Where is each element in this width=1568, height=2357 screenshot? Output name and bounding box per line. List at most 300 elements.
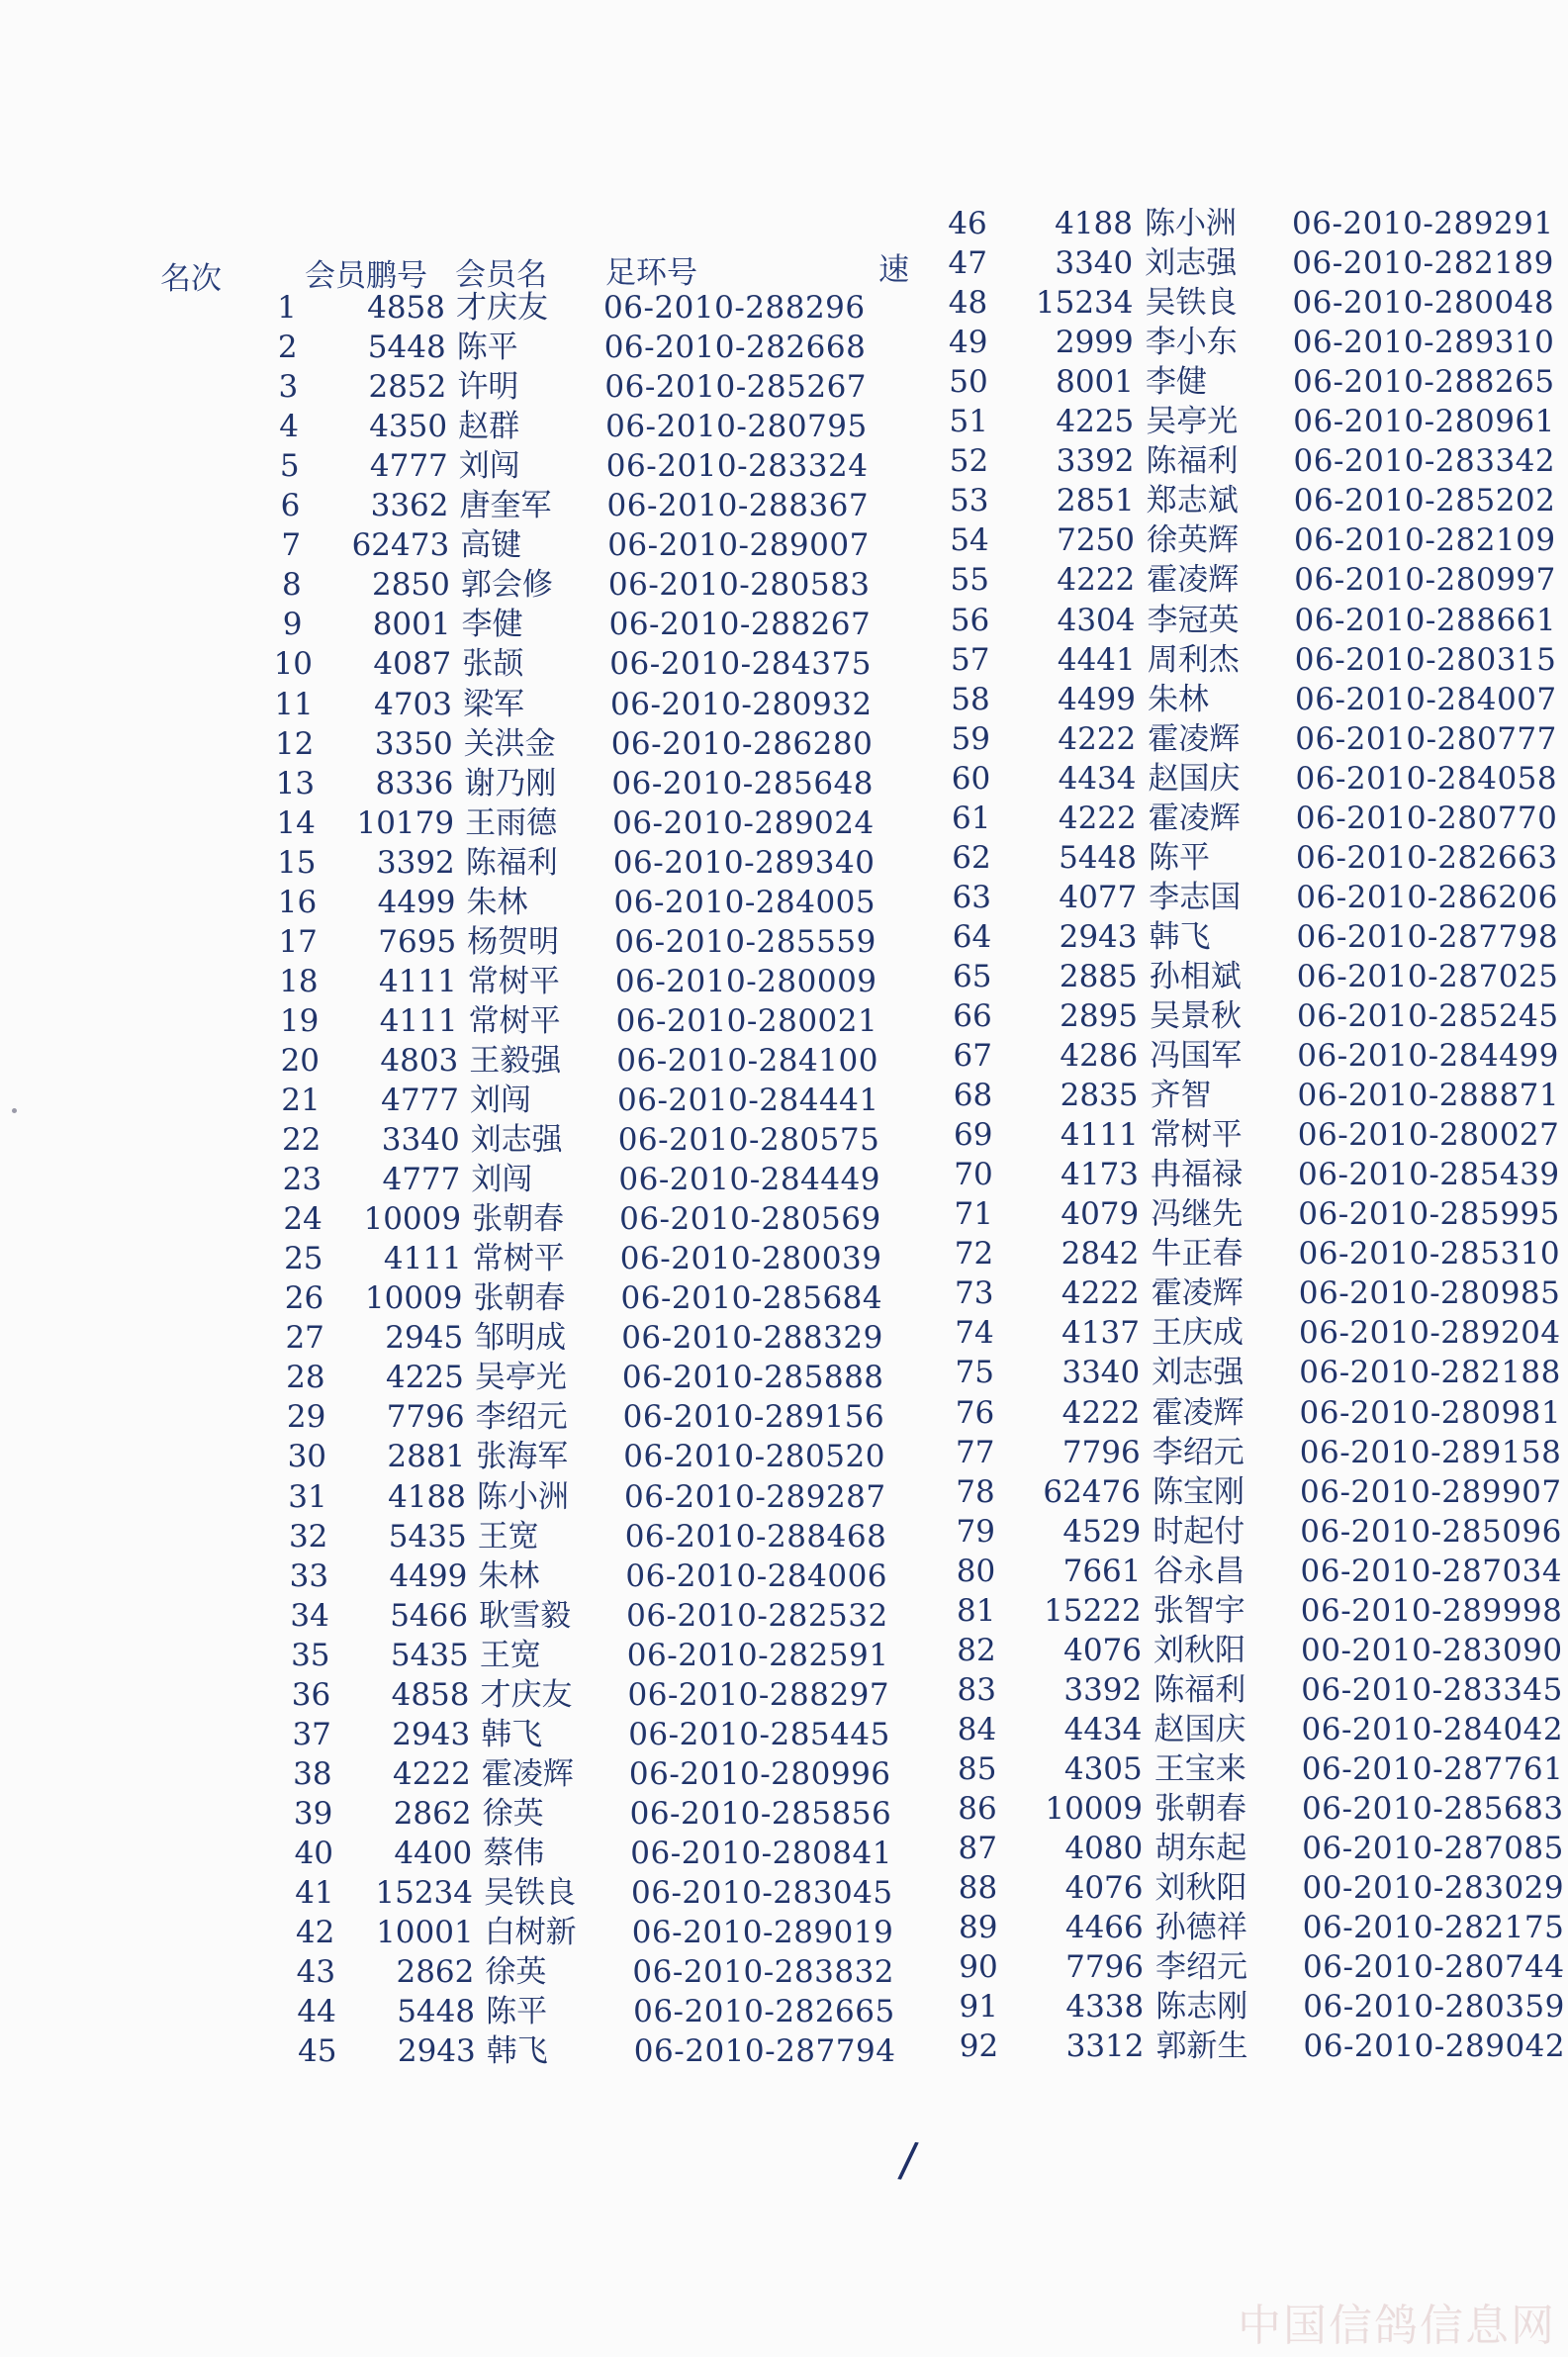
rank-cell: 88 — [958, 1870, 998, 1907]
member-name-cell: 李健 — [1146, 364, 1207, 401]
watermark: 中国信鸽信息网 — [1238, 2301, 1556, 2351]
member-no-cell: 2895 — [1060, 998, 1138, 1034]
member-no-cell: 4222 — [392, 1755, 471, 1792]
ring-no-cell: 06-2010-287085 — [1302, 1831, 1564, 1867]
member-name-cell: 齐智 — [1150, 1078, 1212, 1114]
ring-no-cell: 06-2010-285995 — [1298, 1196, 1560, 1233]
rank-cell: 15 — [277, 844, 317, 881]
member-no-cell: 3392 — [1063, 1671, 1143, 1708]
rank-cell: 84 — [957, 1711, 997, 1747]
ring-no-cell: 06-2010-280997 — [1294, 562, 1556, 599]
member-name-cell: 朱林 — [1148, 681, 1209, 717]
member-name-cell: 王庆成 — [1152, 1315, 1244, 1352]
member-name-cell: 唐奎军 — [459, 488, 552, 524]
member-name-cell: 常树平 — [1150, 1117, 1243, 1154]
ring-no-cell: 06-2010-285310 — [1298, 1236, 1561, 1273]
ring-no-cell: 06-2010-284042 — [1301, 1711, 1564, 1747]
rank-cell: 5 — [279, 448, 300, 485]
rank-cell: 12 — [274, 725, 315, 762]
header-member-no: 会员鹏号 — [305, 258, 427, 294]
rank-cell: 32 — [288, 1518, 328, 1555]
ring-no-cell: 06-2010-280520 — [623, 1439, 885, 1475]
member-no-cell: 4434 — [1058, 760, 1137, 797]
member-name-cell: 冯继先 — [1151, 1196, 1244, 1233]
member-no-cell: 4188 — [1055, 206, 1133, 241]
rank-cell: 23 — [282, 1162, 323, 1198]
ring-no-cell: 06-2010-285683 — [1302, 1791, 1564, 1827]
member-no-cell: 4350 — [369, 409, 448, 445]
ring-no-cell: 06-2010-289907 — [1300, 1473, 1562, 1510]
ring-no-cell: 06-2010-285684 — [620, 1280, 883, 1317]
rank-cell: 36 — [291, 1676, 331, 1713]
header-speed: 速 — [878, 252, 909, 288]
rank-cell: 4 — [279, 409, 299, 445]
rank-cell: 22 — [281, 1122, 322, 1159]
member-name-cell: 徐英辉 — [1147, 522, 1239, 559]
member-name-cell: 陈小洲 — [1145, 206, 1237, 241]
member-no-cell: 10179 — [356, 804, 455, 841]
member-name-cell: 陈平 — [456, 330, 518, 366]
member-name-cell: 张朝春 — [1154, 1791, 1246, 1827]
rank-cell: 20 — [280, 1042, 321, 1079]
member-no-cell: 4529 — [1062, 1513, 1142, 1550]
member-no-cell: 2945 — [385, 1320, 464, 1357]
ring-no-cell: 06-2010-284100 — [616, 1042, 878, 1079]
ring-no-cell: 06-2010-287761 — [1301, 1750, 1564, 1787]
member-name-cell: 李绍元 — [1155, 1949, 1247, 1986]
rank-cell: 82 — [957, 1632, 996, 1668]
ring-no-cell: 06-2010-285559 — [614, 923, 876, 960]
member-name-cell: 王宽 — [477, 1518, 539, 1555]
member-no-cell: 4803 — [380, 1042, 459, 1079]
ring-no-cell: 06-2010-280777 — [1295, 720, 1557, 757]
member-no-cell: 15222 — [1044, 1592, 1142, 1629]
rank-cell: 76 — [955, 1394, 995, 1431]
member-name-cell: 牛正春 — [1151, 1236, 1244, 1273]
ring-no-cell: 00-2010-283090 — [1301, 1632, 1563, 1668]
member-no-cell: 2943 — [392, 1716, 471, 1752]
member-name-cell: 王雨德 — [465, 804, 558, 841]
ring-no-cell: 06-2010-280009 — [614, 963, 877, 999]
rank-cell: 39 — [293, 1795, 333, 1832]
member-no-cell: 4441 — [1057, 641, 1136, 678]
member-name-cell: 刘闯 — [470, 1083, 531, 1118]
member-no-cell: 4111 — [383, 1241, 462, 1277]
member-no-cell: 2943 — [397, 2033, 476, 2070]
rank-cell: 51 — [949, 404, 988, 440]
member-no-cell: 5448 — [1059, 839, 1137, 876]
member-name-cell: 吴亭光 — [474, 1360, 567, 1396]
member-name-cell: 吴景秋 — [1150, 998, 1242, 1034]
rank-cell: 33 — [289, 1557, 329, 1594]
ring-no-cell: 06-2010-289291 — [1292, 206, 1554, 241]
member-name-cell: 陈志刚 — [1155, 1989, 1248, 2026]
member-no-cell: 10009 — [1045, 1791, 1143, 1827]
member-no-cell: 4222 — [1058, 800, 1137, 836]
ring-no-cell: 06-2010-289042 — [1303, 2028, 1566, 2065]
ring-no-cell: 06-2010-280841 — [630, 1835, 892, 1871]
rank-cell: 30 — [287, 1439, 327, 1475]
member-no-cell: 4188 — [388, 1478, 466, 1515]
member-no-cell: 10001 — [376, 1915, 474, 1951]
member-no-cell: 4111 — [379, 1002, 458, 1039]
ring-no-cell: 06-2010-282668 — [603, 330, 867, 366]
rank-cell: 78 — [956, 1473, 995, 1510]
ring-no-cell: 06-2010-280021 — [615, 1002, 878, 1039]
rank-cell: 72 — [954, 1236, 994, 1273]
rank-cell: 52 — [949, 443, 989, 480]
member-no-cell: 4304 — [1057, 602, 1136, 638]
member-no-cell: 15234 — [375, 1875, 473, 1911]
member-no-cell: 4173 — [1061, 1157, 1139, 1193]
rank-cell: 13 — [275, 765, 316, 801]
ring-no-cell: 06-2010-280039 — [619, 1241, 882, 1277]
member-name-cell: 吴铁良 — [1145, 285, 1238, 322]
rank-cell: 79 — [956, 1513, 995, 1550]
member-no-cell: 7796 — [386, 1399, 465, 1436]
ring-no-cell: 06-2010-280985 — [1298, 1275, 1561, 1312]
member-name-cell: 刘志强 — [470, 1122, 563, 1159]
rank-cell: 16 — [277, 884, 318, 920]
ring-no-cell: 06-2010-288661 — [1294, 602, 1557, 638]
ring-no-cell: 06-2010-285267 — [604, 369, 868, 406]
member-no-cell: 7661 — [1062, 1553, 1142, 1589]
member-name-cell: 张智宇 — [1153, 1592, 1245, 1629]
rank-cell: 1 — [277, 290, 297, 326]
member-no-cell: 3350 — [374, 725, 453, 762]
member-name-cell: 霍凌辉 — [1152, 1394, 1245, 1431]
rank-cell: 86 — [958, 1791, 997, 1827]
member-name-cell: 梁军 — [463, 686, 524, 722]
ring-no-cell: 06-2010-280795 — [605, 409, 868, 445]
rank-cell: 58 — [951, 681, 990, 717]
member-name-cell: 谢乃刚 — [464, 765, 557, 801]
ring-no-cell: 06-2010-289156 — [622, 1399, 885, 1436]
member-no-cell: 2852 — [368, 369, 447, 406]
member-name-cell: 李绍元 — [475, 1399, 568, 1436]
member-name-cell: 陈福利 — [1153, 1671, 1246, 1708]
member-no-cell: 7695 — [378, 923, 457, 960]
member-name-cell: 李健 — [461, 607, 523, 643]
member-no-cell: 4400 — [394, 1835, 473, 1871]
member-name-cell: 吴铁良 — [484, 1875, 576, 1911]
member-no-cell: 2835 — [1060, 1078, 1139, 1114]
ring-no-cell: 06-2010-280359 — [1303, 1989, 1565, 2026]
member-name-cell: 霍凌辉 — [481, 1755, 574, 1792]
rank-cell: 21 — [281, 1083, 321, 1118]
rank-cell: 62 — [952, 839, 991, 876]
rank-cell: 89 — [959, 1910, 998, 1946]
member-no-cell: 4286 — [1060, 1038, 1139, 1075]
rank-cell: 42 — [295, 1915, 335, 1951]
rank-cell: 38 — [293, 1755, 332, 1792]
ring-no-cell: 06-2010-285648 — [611, 765, 875, 801]
member-name-cell: 刘闯 — [458, 448, 520, 485]
ring-no-cell: 06-2010-284006 — [625, 1557, 888, 1594]
member-no-cell: 4222 — [1057, 562, 1136, 599]
rank-cell: 77 — [956, 1434, 995, 1470]
member-no-cell: 4222 — [1061, 1275, 1140, 1312]
member-no-cell: 3312 — [1065, 2028, 1145, 2065]
member-no-cell: 8336 — [375, 765, 454, 801]
member-no-cell: 2943 — [1059, 918, 1138, 955]
ring-no-cell: 06-2010-286206 — [1296, 879, 1558, 915]
member-no-cell: 5435 — [390, 1637, 469, 1673]
ring-no-cell: 06-2010-280583 — [607, 567, 871, 604]
rank-cell: 66 — [953, 998, 992, 1034]
member-no-cell: 2881 — [387, 1439, 466, 1475]
member-name-cell: 陈平 — [1149, 839, 1210, 876]
member-no-cell: 4858 — [391, 1676, 470, 1713]
rank-cell: 11 — [274, 686, 314, 722]
member-no-cell: 4499 — [389, 1557, 468, 1594]
member-name-cell: 霍凌辉 — [1148, 720, 1241, 757]
ring-no-cell: 06-2010-280996 — [628, 1755, 891, 1792]
member-no-cell: 3340 — [381, 1122, 460, 1159]
member-no-cell: 4499 — [1058, 681, 1136, 717]
rank-cell: 83 — [957, 1671, 996, 1708]
rank-cell: 46 — [948, 206, 987, 241]
ring-no-cell: 06-2010-289998 — [1300, 1592, 1563, 1629]
ring-no-cell: 06-2010-285096 — [1300, 1513, 1562, 1550]
member-no-cell: 4225 — [1056, 404, 1135, 440]
ring-no-cell: 06-2010-283324 — [605, 448, 869, 485]
member-name-cell: 孙相斌 — [1149, 958, 1242, 994]
member-name-cell: 高键 — [460, 527, 522, 564]
member-no-cell: 4499 — [377, 884, 456, 920]
rank-cell: 24 — [283, 1201, 323, 1238]
member-name-cell: 王宽 — [479, 1637, 541, 1673]
ring-no-cell: 06-2010-289204 — [1299, 1315, 1561, 1352]
member-name-cell: 陈宝刚 — [1153, 1473, 1245, 1510]
rank-cell: 61 — [952, 800, 991, 836]
member-name-cell: 李志国 — [1149, 879, 1242, 915]
member-name-cell: 刘闯 — [471, 1162, 533, 1198]
member-no-cell: 4225 — [385, 1360, 464, 1396]
rank-cell: 31 — [288, 1478, 327, 1515]
scan-speck — [12, 1108, 17, 1113]
member-no-cell: 4111 — [378, 963, 457, 999]
ring-no-cell: 00-2010-283029 — [1302, 1870, 1565, 1907]
ring-no-cell: 06-2010-283045 — [631, 1875, 893, 1911]
member-name-cell: 周利杰 — [1147, 641, 1240, 678]
rank-cell: 9 — [282, 607, 303, 643]
ring-no-cell: 06-2010-289340 — [612, 844, 876, 881]
rank-cell: 69 — [954, 1117, 993, 1154]
rank-cell: 63 — [952, 879, 991, 915]
rank-cell: 14 — [276, 804, 316, 841]
member-name-cell: 朱林 — [478, 1557, 540, 1594]
rank-cell: 90 — [959, 1949, 998, 1986]
ring-no-cell: 06-2010-283832 — [632, 1954, 895, 1991]
member-name-cell: 张颉 — [462, 646, 524, 683]
member-name-cell: 韩飞 — [1149, 918, 1211, 955]
ring-no-cell: 06-2010-285202 — [1293, 483, 1556, 519]
rank-cell: 60 — [951, 760, 991, 797]
rank-cell: 87 — [958, 1831, 997, 1867]
member-name-cell: 许明 — [457, 369, 519, 406]
ring-no-cell: 06-2010-287794 — [633, 2033, 896, 2070]
ring-no-cell: 06-2010-282175 — [1302, 1910, 1565, 1946]
rank-cell: 91 — [959, 1989, 998, 2026]
ring-no-cell: 06-2010-286280 — [610, 725, 874, 762]
member-no-cell: 4305 — [1063, 1750, 1143, 1787]
rank-cell: 37 — [292, 1716, 331, 1752]
member-name-cell: 徐英 — [482, 1795, 544, 1832]
member-no-cell: 2862 — [393, 1795, 472, 1832]
rank-cell: 65 — [953, 958, 992, 994]
ring-no-cell: 06-2010-288468 — [624, 1518, 887, 1555]
member-no-cell: 7796 — [1065, 1949, 1144, 1986]
member-no-cell: 2851 — [1056, 483, 1135, 519]
ring-no-cell: 06-2010-284499 — [1297, 1038, 1559, 1075]
ring-no-cell: 06-2010-282189 — [1292, 245, 1554, 282]
member-name-cell: 陈平 — [486, 1994, 548, 2030]
ring-no-cell: 06-2010-280048 — [1292, 285, 1555, 322]
member-name-cell: 刘秋阳 — [1153, 1632, 1245, 1668]
member-name-cell: 霍凌辉 — [1151, 1275, 1244, 1312]
ring-no-cell: 06-2010-282532 — [626, 1597, 888, 1634]
rank-cell: 7 — [281, 527, 302, 564]
member-no-cell: 7250 — [1057, 522, 1135, 559]
member-no-cell: 62476 — [1043, 1473, 1141, 1510]
rank-cell: 34 — [290, 1597, 329, 1634]
member-name-cell: 刘秋阳 — [1154, 1870, 1247, 1907]
ring-no-cell: 06-2010-288367 — [606, 488, 870, 524]
rank-cell: 50 — [949, 364, 988, 401]
ring-no-cell: 06-2010-282665 — [633, 1994, 895, 2030]
rank-cell: 57 — [951, 641, 990, 678]
member-no-cell: 4466 — [1064, 1910, 1144, 1946]
rank-cell: 27 — [285, 1320, 324, 1357]
member-no-cell: 4703 — [374, 686, 452, 722]
rank-cell: 71 — [954, 1196, 993, 1233]
rank-cell: 92 — [959, 2028, 999, 2065]
member-name-cell: 韩飞 — [486, 2033, 548, 2070]
member-name-cell: 霍凌辉 — [1147, 562, 1240, 599]
member-no-cell: 4338 — [1065, 1989, 1145, 2026]
member-no-cell: 4777 — [382, 1162, 461, 1198]
rank-cell: 74 — [955, 1315, 994, 1352]
rank-cell: 18 — [279, 963, 319, 999]
member-no-cell: 5435 — [388, 1518, 467, 1555]
member-no-cell: 5448 — [397, 1994, 476, 2030]
member-no-cell: 15234 — [1035, 285, 1134, 322]
member-no-cell: 3340 — [1061, 1355, 1141, 1391]
rank-cell: 29 — [286, 1399, 326, 1436]
member-name-cell: 赵国庆 — [1148, 760, 1241, 797]
ring-no-cell: 06-2010-284005 — [613, 884, 876, 920]
member-name-cell: 韩飞 — [481, 1716, 543, 1752]
member-name-cell: 朱林 — [466, 884, 528, 920]
member-no-cell: 4858 — [367, 290, 445, 326]
member-name-cell: 霍凌辉 — [1148, 800, 1241, 836]
member-no-cell: 4777 — [369, 448, 448, 485]
ring-no-cell: 06-2010-285439 — [1298, 1157, 1560, 1193]
member-no-cell: 4222 — [1058, 720, 1137, 757]
rank-cell: 25 — [284, 1241, 323, 1277]
ring-no-cell: 06-2010-284007 — [1295, 681, 1557, 717]
member-no-cell: 4111 — [1060, 1117, 1139, 1154]
ring-no-cell: 06-2010-287025 — [1296, 958, 1559, 994]
member-no-cell: 4222 — [1061, 1394, 1141, 1431]
member-name-cell: 关洪金 — [463, 725, 556, 762]
member-name-cell: 才庆友 — [456, 290, 548, 326]
rank-cell: 85 — [958, 1750, 997, 1787]
member-name-cell: 邹明成 — [474, 1320, 567, 1357]
member-name-cell: 李冠英 — [1147, 602, 1240, 638]
ring-no-cell: 06-2010-280575 — [617, 1122, 880, 1159]
header-rank: 名次 — [160, 261, 222, 297]
rank-cell: 56 — [950, 602, 990, 638]
member-no-cell: 4076 — [1064, 1870, 1144, 1907]
header-ring-no: 足环号 — [605, 255, 697, 291]
member-no-cell: 4777 — [381, 1083, 459, 1118]
member-name-cell: 白树新 — [484, 1915, 577, 1951]
member-no-cell: 4077 — [1059, 879, 1138, 915]
member-name-cell: 王宝来 — [1153, 1750, 1246, 1787]
ring-no-cell: 06-2010-289019 — [631, 1915, 894, 1951]
member-no-cell: 5448 — [367, 330, 446, 366]
member-name-cell: 张海军 — [476, 1439, 569, 1475]
rank-cell: 54 — [950, 522, 989, 559]
rank-cell: 44 — [297, 1994, 336, 2030]
member-no-cell: 62473 — [351, 527, 450, 564]
member-no-cell: 4434 — [1063, 1711, 1143, 1747]
ring-no-cell: 06-2010-283345 — [1301, 1671, 1563, 1708]
rank-cell: 47 — [948, 245, 987, 282]
member-name-cell: 郭新生 — [1155, 2028, 1248, 2065]
ring-no-cell: 06-2010-280981 — [1299, 1394, 1562, 1431]
member-name-cell: 刘志强 — [1152, 1355, 1245, 1391]
ring-no-cell: 06-2010-288265 — [1293, 364, 1555, 401]
member-name-cell: 孙德祥 — [1154, 1910, 1247, 1946]
rank-cell: 75 — [955, 1355, 994, 1391]
member-no-cell: 5466 — [390, 1597, 469, 1634]
member-name-cell: 常树平 — [468, 1002, 561, 1039]
rank-cell: 2 — [277, 330, 298, 366]
rank-cell: 80 — [956, 1553, 996, 1589]
ring-no-cell: 06-2010-288871 — [1297, 1078, 1560, 1114]
member-no-cell: 8001 — [1056, 364, 1134, 401]
ring-no-cell: 06-2010-285888 — [621, 1360, 884, 1396]
member-no-cell: 3362 — [370, 488, 449, 524]
rank-cell: 6 — [280, 488, 301, 524]
rank-cell: 26 — [284, 1280, 324, 1317]
member-no-cell: 4087 — [373, 646, 452, 683]
rank-cell: 73 — [955, 1275, 994, 1312]
rank-cell: 55 — [950, 562, 989, 599]
member-no-cell: 4137 — [1061, 1315, 1140, 1352]
member-name-cell: 冉福禄 — [1151, 1157, 1243, 1193]
member-name-cell: 李小东 — [1145, 325, 1238, 361]
ring-no-cell: 06-2010-289158 — [1299, 1434, 1562, 1470]
member-no-cell: 3392 — [1056, 443, 1135, 480]
member-name-cell: 吴亭光 — [1146, 404, 1239, 440]
member-name-cell: 冯国军 — [1150, 1038, 1243, 1075]
member-name-cell: 王毅强 — [469, 1042, 562, 1079]
member-name-cell: 徐英 — [485, 1954, 547, 1991]
rank-cell: 19 — [279, 1002, 320, 1039]
ring-no-cell: 06-2010-282188 — [1299, 1355, 1561, 1391]
ring-no-cell: 06-2010-284375 — [609, 646, 872, 683]
member-no-cell: 2999 — [1055, 325, 1134, 361]
ring-no-cell: 06-2010-288267 — [608, 607, 872, 643]
rank-cell: 81 — [957, 1592, 996, 1629]
member-name-cell: 才庆友 — [480, 1676, 573, 1713]
member-name-cell: 耿雪毅 — [479, 1597, 572, 1634]
ring-no-cell: 06-2010-288329 — [621, 1320, 883, 1357]
